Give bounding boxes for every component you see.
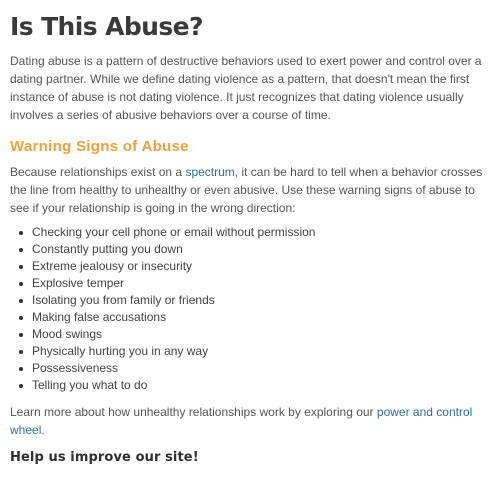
list-item-text: Possessiveness bbox=[32, 361, 119, 375]
list-item-text: Constantly putting you down bbox=[32, 242, 183, 256]
bullet-icon bbox=[19, 316, 23, 320]
warning-intro-text-before: Because relationships exist on a bbox=[10, 165, 186, 179]
warning-signs-intro bbox=[10, 163, 492, 217]
spectrum-link[interactable]: spectrum bbox=[185, 165, 235, 179]
bullet-icon bbox=[19, 282, 23, 286]
feedback-heading: Help us improve our site! bbox=[10, 450, 199, 465]
bullet-icon bbox=[19, 333, 23, 337]
list-item-text: Checking your cell phone or email without permission bbox=[32, 225, 316, 239]
bullet-icon bbox=[19, 367, 23, 371]
page-title: Is This Abuse? bbox=[10, 12, 203, 41]
list-item bbox=[32, 224, 492, 241]
list-item-text: Extreme jealousy or insecurity bbox=[32, 259, 193, 273]
learn-more-paragraph bbox=[10, 403, 492, 439]
list-item bbox=[32, 258, 492, 275]
bullet-icon bbox=[19, 265, 23, 269]
power-and-control-wheel-link[interactable]: power and control wheel bbox=[10, 405, 473, 437]
bullet-icon bbox=[19, 299, 23, 303]
list-item-text: Telling you what to do bbox=[32, 378, 148, 392]
list-item-text: Explosive temper bbox=[32, 276, 125, 290]
list-item bbox=[32, 343, 492, 360]
bullet-icon bbox=[19, 231, 23, 235]
list-item-text: Isolating you from family or friends bbox=[32, 293, 215, 307]
list-item bbox=[32, 326, 492, 343]
bullet-icon bbox=[19, 350, 23, 354]
list-item bbox=[32, 275, 492, 292]
list-item bbox=[32, 309, 492, 326]
list-item-text: Mood swings bbox=[32, 327, 103, 341]
list-item-text: Making false accusations bbox=[32, 310, 167, 324]
list-item bbox=[32, 292, 492, 309]
bullet-icon bbox=[19, 248, 23, 252]
learn-more-text-before: Learn more about how unhealthy relationships work by exploring our bbox=[10, 405, 377, 419]
list-item bbox=[32, 360, 492, 377]
intro-paragraph: Dating abuse is a pattern of destructive behaviors used to exert power and control over a dating partner. While we define dating violence as a pattern, that doesn't mean the first instance of abuse is not dating violence. It just recognizes that dating violence usually involves a series of abusive behaviors over a course of time. bbox=[10, 54, 482, 122]
list-item bbox=[32, 377, 492, 394]
warning-intro-text-after: , it can be hard to tell when a behavior crosses the line from healthy to unhealthy or even abusive. Use these warning signs of abuse to see if your relationship is going in the wrong direction: bbox=[10, 165, 483, 215]
bullet-icon bbox=[19, 384, 23, 388]
warning-signs-list bbox=[10, 224, 492, 394]
list-item bbox=[32, 241, 492, 258]
learn-more-text-after: . bbox=[41, 423, 45, 437]
list-item-text: Physically hurting you in any way bbox=[32, 344, 209, 358]
warning-signs-heading: Warning Signs of Abuse bbox=[10, 138, 189, 155]
